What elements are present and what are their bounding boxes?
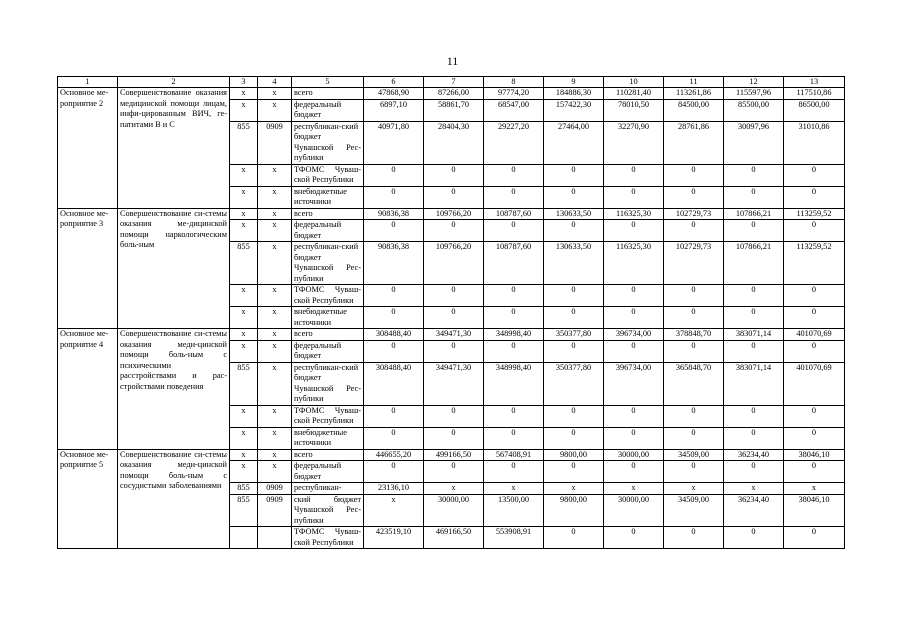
value-cell: 0 xyxy=(544,186,604,208)
value-cell: 116325,30 xyxy=(604,208,664,220)
code-cell: х xyxy=(230,461,258,483)
header-cell: 8 xyxy=(484,77,544,88)
value-cell: 113259,52 xyxy=(784,242,845,285)
value-cell: 396734,00 xyxy=(604,362,664,405)
value-cell: 0 xyxy=(484,461,544,483)
value-cell: 34509,00 xyxy=(664,449,724,461)
source-cell: федеральный бюджет xyxy=(292,461,364,483)
value-cell: 383071,14 xyxy=(724,362,784,405)
value-cell: 38046,10 xyxy=(784,449,845,461)
value-cell: 116325,30 xyxy=(604,242,664,285)
value-cell: 107866,21 xyxy=(724,242,784,285)
value-cell: 567408,91 xyxy=(484,449,544,461)
value-cell: 0 xyxy=(724,220,784,242)
value-cell: 78010,50 xyxy=(604,99,664,121)
value-cell: 0 xyxy=(784,285,845,307)
value-cell: 97774,20 xyxy=(484,88,544,100)
section-cell: х xyxy=(258,307,292,329)
page-number: 11 xyxy=(446,54,459,68)
value-cell: 348998,40 xyxy=(484,362,544,405)
value-cell: 0 xyxy=(544,220,604,242)
source-cell: всего xyxy=(292,88,364,100)
financing-table xyxy=(57,76,845,549)
value-cell: х xyxy=(784,483,845,495)
code-cell: х xyxy=(230,186,258,208)
value-cell: 0 xyxy=(364,164,424,186)
section-cell: 0909 xyxy=(258,494,292,527)
value-cell: 0 xyxy=(784,427,845,449)
code-cell: х xyxy=(230,329,258,341)
source-cell: республикан-ский бюджет Чувашской Рес-публики xyxy=(292,362,364,405)
value-cell: 87266,00 xyxy=(424,88,484,100)
value-cell: 0 xyxy=(544,405,604,427)
section-cell: х xyxy=(258,362,292,405)
value-cell: 90836,38 xyxy=(364,242,424,285)
value-cell: 0 xyxy=(724,186,784,208)
value-cell: 0 xyxy=(784,461,845,483)
header-cell: 12 xyxy=(724,77,784,88)
value-cell: 0 xyxy=(484,307,544,329)
table-row xyxy=(58,208,845,220)
value-cell: 31010,86 xyxy=(784,121,845,164)
value-cell: 0 xyxy=(784,164,845,186)
value-cell: 27464,00 xyxy=(544,121,604,164)
section-cell: 0909 xyxy=(258,483,292,495)
value-cell: 0 xyxy=(484,340,544,362)
value-cell: 109766,20 xyxy=(424,208,484,220)
source-cell: федеральный бюджет xyxy=(292,340,364,362)
value-cell: 0 xyxy=(604,405,664,427)
value-cell: 0 xyxy=(604,285,664,307)
value-cell: 130633,50 xyxy=(544,208,604,220)
value-cell: 30000,00 xyxy=(424,494,484,527)
source-cell: республикан- xyxy=(292,483,364,495)
code-cell: 855 xyxy=(230,362,258,405)
value-cell: х xyxy=(544,483,604,495)
value-cell: х xyxy=(604,483,664,495)
source-cell: ТФОМС Чуваш-ской Республики xyxy=(292,285,364,307)
section-cell: 0909 xyxy=(258,121,292,164)
value-cell: 0 xyxy=(364,461,424,483)
value-cell: 0 xyxy=(484,186,544,208)
value-cell: 38046,10 xyxy=(784,494,845,527)
code-cell: х xyxy=(230,208,258,220)
source-cell: республикан-ский бюджет Чувашской Рес-публики xyxy=(292,121,364,164)
value-cell: 32270,90 xyxy=(604,121,664,164)
value-cell: 9800,00 xyxy=(544,494,604,527)
value-cell: 86500,00 xyxy=(784,99,845,121)
value-cell: 0 xyxy=(484,164,544,186)
header-cell: 5 xyxy=(292,77,364,88)
section-cell: х xyxy=(258,285,292,307)
value-cell: 47868,90 xyxy=(364,88,424,100)
event-description-cell: Совершенствование си-стемы оказания меди-цинской помощи боль-ным с психическими расстройствами и рас-стройствами поведения xyxy=(118,329,230,450)
code-cell: 855 xyxy=(230,483,258,495)
value-cell: 0 xyxy=(364,285,424,307)
value-cell: 396734,00 xyxy=(604,329,664,341)
value-cell: 0 xyxy=(544,285,604,307)
value-cell: 0 xyxy=(724,461,784,483)
value-cell: 0 xyxy=(424,307,484,329)
source-cell: внебюджетные источники xyxy=(292,186,364,208)
value-cell: 0 xyxy=(604,461,664,483)
code-cell: х xyxy=(230,307,258,329)
code-cell: х xyxy=(230,99,258,121)
value-cell: 0 xyxy=(724,307,784,329)
value-cell: 0 xyxy=(424,220,484,242)
event-name-cell: Основное ме-роприятие 4 xyxy=(58,329,118,450)
value-cell: 85500,00 xyxy=(724,99,784,121)
value-cell: 0 xyxy=(484,285,544,307)
value-cell: 401070,69 xyxy=(784,329,845,341)
value-cell: 0 xyxy=(484,220,544,242)
value-cell: 308488,40 xyxy=(364,362,424,405)
value-cell: 0 xyxy=(484,427,544,449)
header-cell: 7 xyxy=(424,77,484,88)
code-cell: х xyxy=(230,340,258,362)
value-cell: 0 xyxy=(664,340,724,362)
value-cell: х xyxy=(364,494,424,527)
value-cell: 28761,86 xyxy=(664,121,724,164)
table-row xyxy=(58,88,845,100)
value-cell: 30097,96 xyxy=(724,121,784,164)
value-cell: 157422,30 xyxy=(544,99,604,121)
value-cell: 115597,96 xyxy=(724,88,784,100)
value-cell: 40971,80 xyxy=(364,121,424,164)
value-cell: х xyxy=(484,483,544,495)
value-cell: 36234,40 xyxy=(724,494,784,527)
section-cell: х xyxy=(258,220,292,242)
code-cell: х xyxy=(230,285,258,307)
section-cell: х xyxy=(258,99,292,121)
section-cell: х xyxy=(258,405,292,427)
value-cell: х xyxy=(724,483,784,495)
code-cell: х xyxy=(230,88,258,100)
value-cell: 350377,80 xyxy=(544,329,604,341)
code-cell xyxy=(230,527,258,549)
value-cell: 107866,21 xyxy=(724,208,784,220)
value-cell: 0 xyxy=(544,307,604,329)
value-cell: 84500,00 xyxy=(664,99,724,121)
value-cell: 0 xyxy=(544,340,604,362)
table-row xyxy=(58,449,845,461)
header-cell: 9 xyxy=(544,77,604,88)
value-cell: 0 xyxy=(364,186,424,208)
header-cell: 6 xyxy=(364,77,424,88)
value-cell: 108787,60 xyxy=(484,242,544,285)
value-cell: 0 xyxy=(724,405,784,427)
value-cell: х xyxy=(424,483,484,495)
value-cell: 58861,70 xyxy=(424,99,484,121)
section-cell: х xyxy=(258,340,292,362)
value-cell: 423519,10 xyxy=(364,527,424,549)
value-cell: 0 xyxy=(604,427,664,449)
value-cell: 0 xyxy=(364,340,424,362)
section-cell: х xyxy=(258,242,292,285)
value-cell: 30000,00 xyxy=(604,494,664,527)
section-cell: х xyxy=(258,329,292,341)
value-cell: 0 xyxy=(544,164,604,186)
section-cell: х xyxy=(258,88,292,100)
value-cell: 499166,50 xyxy=(424,449,484,461)
code-cell: х xyxy=(230,164,258,186)
value-cell: 0 xyxy=(424,164,484,186)
value-cell: 348998,40 xyxy=(484,329,544,341)
value-cell: 68547,00 xyxy=(484,99,544,121)
value-cell: 0 xyxy=(604,164,664,186)
value-cell: 0 xyxy=(664,220,724,242)
value-cell: 0 xyxy=(724,164,784,186)
header-cell: 4 xyxy=(258,77,292,88)
source-cell: всего xyxy=(292,449,364,461)
source-cell: ТФОМС Чуваш-ской Республики xyxy=(292,405,364,427)
event-description-cell: Совершенствование оказания медицинской помощи лицам, инфи-цированным ВИЧ, ге-патитами В и С xyxy=(118,88,230,209)
value-cell: 0 xyxy=(784,405,845,427)
section-cell: х xyxy=(258,164,292,186)
header-cell: 11 xyxy=(664,77,724,88)
value-cell: 0 xyxy=(784,186,845,208)
value-cell: 0 xyxy=(424,186,484,208)
value-cell: 0 xyxy=(664,285,724,307)
value-cell: 0 xyxy=(784,307,845,329)
value-cell: 0 xyxy=(664,186,724,208)
value-cell: 0 xyxy=(364,307,424,329)
value-cell: 109766,20 xyxy=(424,242,484,285)
value-cell: 0 xyxy=(604,307,664,329)
value-cell: 308488,40 xyxy=(364,329,424,341)
value-cell: 36234,40 xyxy=(724,449,784,461)
value-cell: 350377,80 xyxy=(544,362,604,405)
value-cell: 0 xyxy=(604,340,664,362)
code-cell: х xyxy=(230,449,258,461)
value-cell: 365848,70 xyxy=(664,362,724,405)
value-cell: 6897,10 xyxy=(364,99,424,121)
value-cell: 401070,69 xyxy=(784,362,845,405)
value-cell: 28404,30 xyxy=(424,121,484,164)
value-cell: 0 xyxy=(544,427,604,449)
header-row xyxy=(58,77,845,88)
table-row xyxy=(58,329,845,341)
code-cell: х xyxy=(230,427,258,449)
value-cell: 0 xyxy=(724,340,784,362)
value-cell: 0 xyxy=(424,405,484,427)
header-cell: 3 xyxy=(230,77,258,88)
table-body xyxy=(58,88,845,549)
source-cell: федеральный бюджет xyxy=(292,99,364,121)
code-cell: 855 xyxy=(230,242,258,285)
value-cell: 0 xyxy=(424,340,484,362)
event-name-cell: Основное ме-роприятие 3 xyxy=(58,208,118,329)
source-cell: всего xyxy=(292,208,364,220)
value-cell: 383071,14 xyxy=(724,329,784,341)
event-name-cell: Основное ме-роприятие 5 xyxy=(58,449,118,549)
value-cell: 9800,00 xyxy=(544,449,604,461)
value-cell: 108787,60 xyxy=(484,208,544,220)
source-cell: федеральный бюджет xyxy=(292,220,364,242)
source-cell: ТФОМС Чуваш-ской Республики xyxy=(292,164,364,186)
event-description-cell: Совершенствование си-стемы оказания меди-цинской помощи боль-ным с сосудистыми заболеваниями xyxy=(118,449,230,549)
value-cell: 0 xyxy=(664,427,724,449)
event-description-cell: Совершенствование си-стемы оказания ме-дицинской помощи наркологическим боль-ным xyxy=(118,208,230,329)
value-cell: 0 xyxy=(724,527,784,549)
value-cell: 0 xyxy=(664,461,724,483)
source-cell: всего xyxy=(292,329,364,341)
section-cell: х xyxy=(258,449,292,461)
value-cell: 553908,91 xyxy=(484,527,544,549)
value-cell: 90836,38 xyxy=(364,208,424,220)
value-cell: 0 xyxy=(664,307,724,329)
value-cell: 113261,86 xyxy=(664,88,724,100)
value-cell: 184886,30 xyxy=(544,88,604,100)
value-cell: 0 xyxy=(484,405,544,427)
code-cell: 855 xyxy=(230,494,258,527)
value-cell: 0 xyxy=(364,405,424,427)
section-cell: х xyxy=(258,186,292,208)
value-cell: 0 xyxy=(664,527,724,549)
value-cell: 0 xyxy=(784,220,845,242)
section-cell: х xyxy=(258,208,292,220)
source-cell: внебюджетные источники xyxy=(292,427,364,449)
value-cell: 0 xyxy=(664,164,724,186)
value-cell: 0 xyxy=(364,220,424,242)
value-cell: 23136,10 xyxy=(364,483,424,495)
value-cell: 0 xyxy=(544,461,604,483)
value-cell: 0 xyxy=(424,427,484,449)
value-cell: х xyxy=(664,483,724,495)
value-cell: 0 xyxy=(724,285,784,307)
value-cell: 102729,73 xyxy=(664,208,724,220)
source-cell: ский бюджет Чувашской Рес-публики xyxy=(292,494,364,527)
value-cell: 34509,00 xyxy=(664,494,724,527)
value-cell: 349471,30 xyxy=(424,362,484,405)
code-cell: 855 xyxy=(230,121,258,164)
value-cell: 13500,00 xyxy=(484,494,544,527)
source-cell: республикан-ский бюджет Чувашской Рес-публики xyxy=(292,242,364,285)
header-cell: 1 xyxy=(58,77,118,88)
value-cell: 0 xyxy=(784,340,845,362)
value-cell: 30000,00 xyxy=(604,449,664,461)
section-cell: х xyxy=(258,461,292,483)
value-cell: 349471,30 xyxy=(424,329,484,341)
source-cell: ТФОМС Чуваш-ской Республики xyxy=(292,527,364,549)
code-cell: х xyxy=(230,220,258,242)
code-cell: х xyxy=(230,405,258,427)
source-cell: внебюджетные источники xyxy=(292,307,364,329)
value-cell: 0 xyxy=(724,427,784,449)
value-cell: 0 xyxy=(604,186,664,208)
value-cell: 0 xyxy=(604,220,664,242)
value-cell: 29227,20 xyxy=(484,121,544,164)
value-cell: 0 xyxy=(664,405,724,427)
value-cell: 0 xyxy=(364,427,424,449)
value-cell: 469166,50 xyxy=(424,527,484,549)
value-cell: 378848,70 xyxy=(664,329,724,341)
value-cell: 0 xyxy=(784,527,845,549)
value-cell: 110281,40 xyxy=(604,88,664,100)
section-cell: х xyxy=(258,427,292,449)
section-cell xyxy=(258,527,292,549)
header-cell: 2 xyxy=(118,77,230,88)
value-cell: 0 xyxy=(604,527,664,549)
value-cell: 117510,86 xyxy=(784,88,845,100)
value-cell: 102729,73 xyxy=(664,242,724,285)
value-cell: 0 xyxy=(424,461,484,483)
value-cell: 0 xyxy=(544,527,604,549)
header-cell: 13 xyxy=(784,77,845,88)
header-cell: 10 xyxy=(604,77,664,88)
value-cell: 130633,50 xyxy=(544,242,604,285)
value-cell: 0 xyxy=(424,285,484,307)
event-name-cell: Основное ме-роприятие 2 xyxy=(58,88,118,209)
value-cell: 113259,52 xyxy=(784,208,845,220)
value-cell: 446655,20 xyxy=(364,449,424,461)
